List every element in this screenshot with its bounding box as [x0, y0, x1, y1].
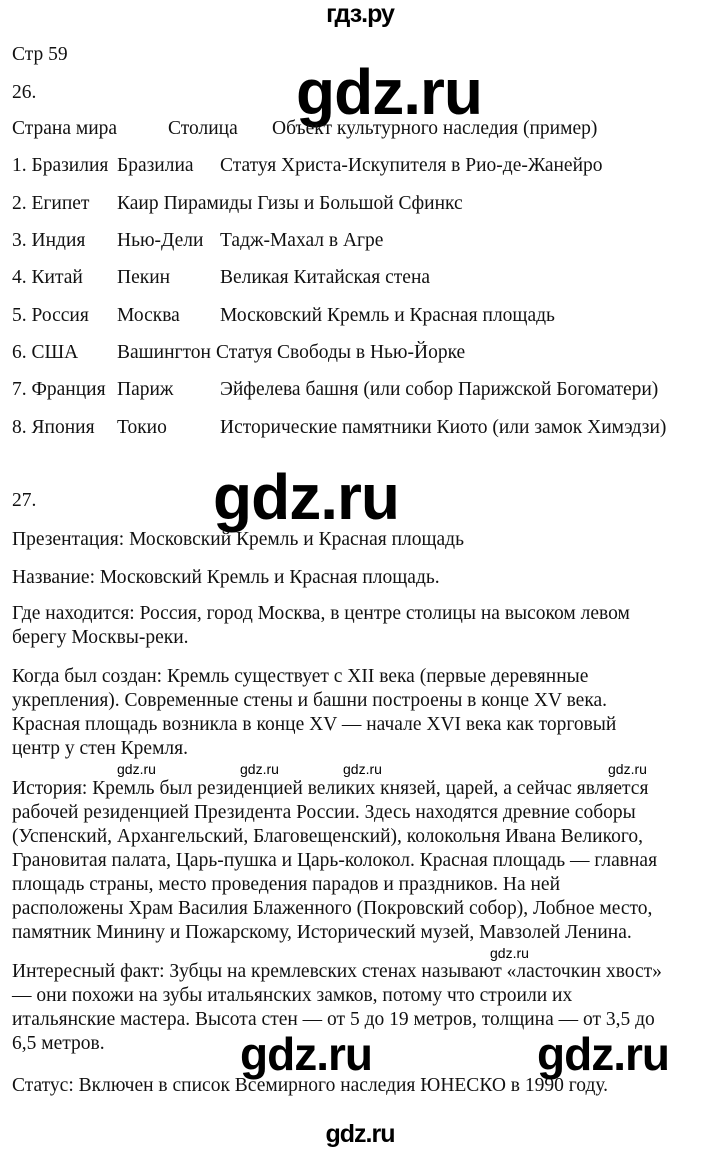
table-row: [12, 267, 435, 289]
row-heritage: Статуя Свободы в Нью-Йорке: [216, 342, 466, 363]
text-line: Презентация: Московский Кремль и Красная площадь: [12, 529, 464, 550]
row-country: 4. Китай: [12, 267, 83, 288]
table-row: [12, 305, 560, 327]
task-number-27: 27.: [12, 490, 37, 511]
watermark-small: gdz.ru: [608, 761, 647, 777]
header-heritage: Объект культурного наследия (пример): [272, 118, 598, 139]
row-country: 7. Франция: [12, 379, 106, 400]
row-heritage: Статуя Христа-Искупителя в Рио-де-Жанейро: [220, 155, 603, 176]
watermark-small: gdz.ru: [490, 945, 529, 961]
watermark-small: gdz.ru: [117, 761, 156, 777]
text-line: рабочей резиденцией Президента России. Здесь находятся древние соборы: [12, 802, 636, 823]
row-capital: Вашингтон: [117, 342, 211, 363]
task-number-26: 26.: [12, 82, 37, 103]
text-line: Где находится: Россия, город Москва, в центре столицы на высоком левом: [12, 603, 630, 624]
text-line: памятник Минину и Пожарскому, Исторический музей, Мавзолей Ленина.: [12, 922, 632, 943]
row-capital: Москва: [117, 305, 180, 326]
row-country: 3. Индия: [12, 230, 86, 251]
text-line: Интересный факт: Зубцы на кремлевских стенах называют «ласточкин хвост»: [12, 961, 662, 982]
text-line: итальянские мастера. Высота стен — от 5 до 19 метров, толщина — от 3,5 до: [12, 1009, 655, 1030]
text-line: (Успенский, Архангельский, Благовещенский), колокольня Ивана Великого,: [12, 826, 643, 847]
row-country: 1. Бразилия: [12, 155, 109, 176]
table-row: [12, 230, 388, 252]
watermark: gdz.ru: [296, 56, 482, 128]
table-row: [12, 417, 671, 439]
text-line: — они похожи на зубы итальянских замков, потому что строили их: [12, 985, 573, 1006]
text-line: расположены Храм Василия Блаженного (Покровский собор), Лобное место,: [12, 898, 653, 919]
text-line: площадь страны, место проведения парадов и праздников. На ней: [12, 874, 560, 895]
row-country: 6. США: [12, 342, 79, 363]
row-capital: Нью-Дели: [117, 230, 204, 251]
text-line: Когда был создан: Кремль существует с XII века (первые деревянные: [12, 666, 589, 687]
watermark: gdz.ru: [537, 1028, 669, 1080]
text-line: центр у стен Кремля.: [12, 738, 189, 759]
watermark-top: гдз.ру: [326, 0, 394, 28]
text-line: Грановитая палата, Царь-пушка и Царь-колокол. Красная площадь — главная: [12, 850, 658, 871]
header-capital: Столица: [168, 118, 238, 139]
row-capital: Париж: [117, 379, 174, 400]
watermark: gdz.ru: [240, 1028, 372, 1080]
row-capital: Пекин: [117, 267, 171, 288]
row-country: 5. Россия: [12, 305, 89, 326]
text-line: Статус: Включен в список Всемирного наследия ЮНЕСКО в 1990 году.: [12, 1075, 609, 1096]
row-heritage: Тадж-Махал в Агре: [220, 230, 384, 251]
row-country: 2. Египет: [12, 193, 90, 214]
watermark-bottom: gdz.ru: [325, 1120, 395, 1148]
table-row: [12, 379, 663, 401]
row-capital: Бразилиа: [117, 155, 194, 176]
row-heritage: Исторические памятники Киото (или замок Химэдзи): [220, 417, 667, 438]
header-country: Страна мира: [12, 118, 118, 139]
text-line: 6,5 метров.: [12, 1033, 105, 1054]
text-line: укрепления). Современные стены и башни построены в конце XV века.: [12, 690, 608, 711]
row-capital: Каир: [117, 193, 159, 214]
row-country: 8. Япония: [12, 417, 95, 438]
row-heritage: Московский Кремль и Красная площадь: [220, 305, 555, 326]
row-heritage: Пирамиды Гизы и Большой Сфинкс: [163, 193, 463, 214]
watermark: gdz.ru: [213, 461, 399, 533]
text-line: Красная площадь возникла в конце XV — начале XVI века как торговый: [12, 714, 617, 735]
row-heritage: Эйфелева башня (или собор Парижской Богоматери): [220, 379, 659, 400]
watermark-small: gdz.ru: [240, 761, 279, 777]
row-heritage: Великая Китайская стена: [220, 267, 431, 288]
table-header: [12, 118, 602, 140]
text-line: берегу Москвы-реки.: [12, 627, 189, 648]
text-line: Название: Московский Кремль и Красная площадь.: [12, 567, 440, 588]
row-capital: Токио: [117, 417, 167, 438]
table-row: [12, 193, 468, 215]
text-line: История: Кремль был резиденцией великих князей, царей, а сейчас является: [12, 778, 649, 799]
table-row: [12, 342, 470, 364]
page-label: Стр 59: [12, 44, 68, 65]
table-row: [12, 155, 608, 177]
watermark-small: gdz.ru: [343, 761, 382, 777]
